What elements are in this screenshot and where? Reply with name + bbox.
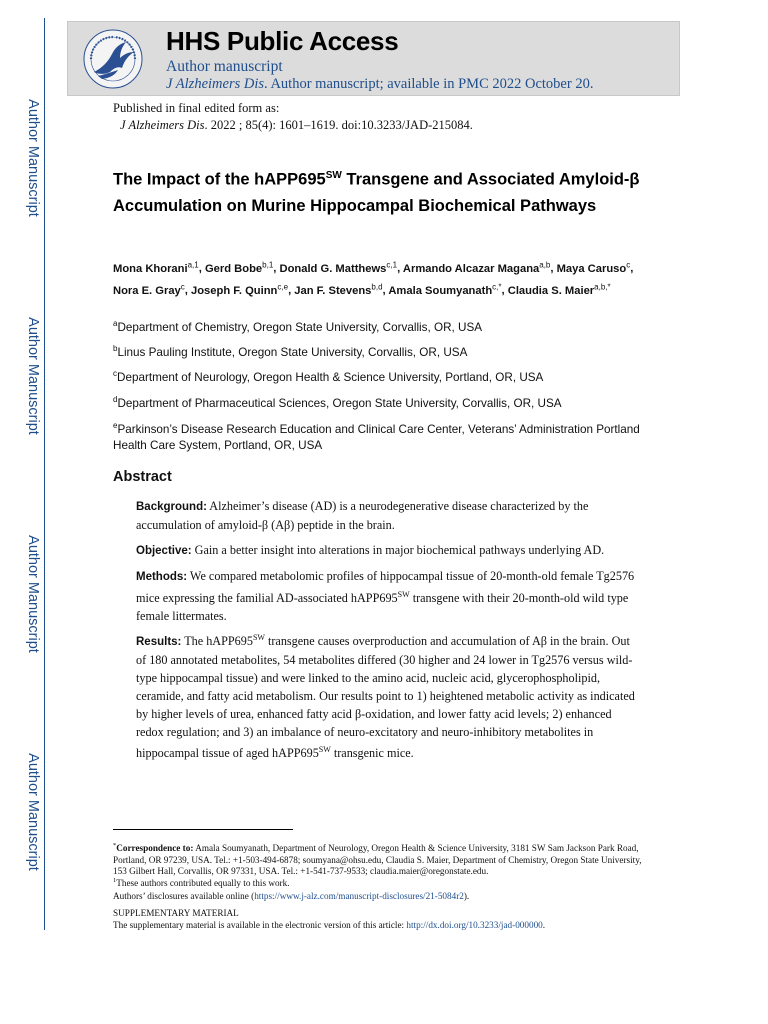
affiliation-key: d xyxy=(113,395,118,404)
results-sup: SW xyxy=(252,633,265,642)
sidebar-label-text: Author Manuscript xyxy=(25,99,41,217)
results-sup: SW xyxy=(318,745,331,755)
author xyxy=(191,282,289,297)
author-name: Maya Caruso xyxy=(556,262,627,275)
results-text: transgene causes overproduction and accumulation of Aβ in the brain. Out of 180 annotated metabolites, 54 metabolites differed (30 higher and 24 lower in Tg2576 versus wild-type hippocampal tissue) and were linked to the amino acid, nucleic acid, glycerophospholipid, ceramide, and fatty acid metabolism. Our results point to 1) heightened metabolic activity as indicated by higher levels of urea, enhanced fatty acid β-oxidation, and lower fatty acid levels; 2) enhanced redox regulation; and 3) an imbalance of neuro-excitatory and neuro-inhibitory metabolites in hippocampal tissue of aged hAPP695 xyxy=(136,634,635,761)
affiliation-text: Linus Pauling Institute, Oregon State University, Corvallis, OR, USA xyxy=(117,345,468,359)
footnote-correspondence xyxy=(113,840,648,878)
header-title: HHS Public Access xyxy=(166,26,399,56)
author-name: Gerd Bobe xyxy=(204,262,263,275)
author-name: Claudia S. Maier xyxy=(507,284,595,297)
author-affiliation-sup: c,* xyxy=(492,282,502,292)
affiliation-text: Department of Chemistry, Oregon State University, Corvallis, OR, USA xyxy=(117,320,483,334)
author-affiliation-sup: b,d xyxy=(371,282,383,292)
background-text: Alzheimer’s disease (AD) is a neurodegenerative disease characterized by the accumulation of amyloid-β (Aβ) peptide in the brain. xyxy=(136,499,589,532)
affiliation-b xyxy=(113,341,653,361)
published-journal: J Alzheimers Dis xyxy=(120,118,205,132)
footnote-equal-contribution xyxy=(113,875,648,890)
abstract-background xyxy=(136,497,636,534)
methods-sup: SW xyxy=(397,590,410,599)
disclosure-link[interactable]: https://www.j-alz.com/manuscript-disclosures/21-5084r2 xyxy=(254,891,464,901)
author-affiliation-sup: a,b xyxy=(539,260,551,269)
disclosure-text: Authors’ disclosures available online ( xyxy=(113,891,255,901)
affiliation-key: a xyxy=(113,319,118,328)
author-affiliation-sup: b,1 xyxy=(262,260,274,269)
author-name: Jan F. Stevens xyxy=(294,284,372,297)
author-name: Nora E. Gray xyxy=(113,284,181,297)
title-part: Transgene and Associated Amyloid-β Accumulation on Murine Hippocampal Biochemical Pathways xyxy=(113,170,640,215)
sidebar-label-text: Author Manuscript xyxy=(25,535,41,653)
affiliation-text: Department of Neurology, Oregon Health & Science University, Portland, OR, USA xyxy=(117,370,544,384)
author xyxy=(204,260,274,275)
results-text: The hAPP695 xyxy=(181,634,253,649)
methods-text: We compared metabolomic profiles of hippocampal tissue of 20-month-old female Tg2576 mice expressing the familial AD-associated hAPP695 xyxy=(136,569,635,606)
author-affiliation-sup: c,1 xyxy=(386,260,398,269)
equal-sup: 1 xyxy=(113,877,117,884)
title-part: The Impact of the hAPP695 xyxy=(113,170,326,189)
author-list: Mona Khorani$^{a,1}$, Gerd Bobe$^{b,1}$, Donald G. Matthews$^{c,1}$, Armando Alcazar Magana$^{a,b}$, Maya Caruso$^c$, Nora E. Gray$^c$, Joseph F. Quinn$^{c,e}$, Jan F. Stevens$^{b,d}$, Amala Soumyanath$^{c,*}$, Claudia S. Maier$^{a,b,*}$ xyxy=(113,260,634,297)
corr-label: Correspondence to: xyxy=(116,843,194,854)
affiliation-text: Parkinson’s Disease Research Education and Clinical Care Center, Veterans’ Administration Portland Health Care System, Portland, OR, USA xyxy=(113,422,640,453)
author xyxy=(113,260,199,275)
header-subtitle: Author manuscript xyxy=(166,58,283,75)
affiliation-a xyxy=(113,316,653,336)
methods-label: Methods: xyxy=(136,571,188,583)
author-affiliation-sup: c xyxy=(180,282,185,292)
author xyxy=(556,260,631,275)
abstract-objective xyxy=(136,541,636,560)
author-affiliation-sup: a,1 xyxy=(187,260,199,269)
hhs-header xyxy=(67,21,680,96)
author xyxy=(388,282,502,297)
supplementary-link[interactable]: http://dx.doi.org/10.3233/jad-000000 xyxy=(406,920,543,930)
methods-text: transgene with their 20-month-old wild type female littermates. xyxy=(136,591,629,624)
footnote-supplementary xyxy=(113,920,648,932)
author xyxy=(279,260,398,275)
footnote-disclosures xyxy=(113,891,648,903)
background-label: Background: xyxy=(136,501,207,513)
supp-text: The supplementary material is available in the electronic version of this article: xyxy=(113,920,407,930)
corr-text: Amala Soumyanath, Department of Neurology, Oregon Health & Science University, 3181 SW Sam Jackson Park Road, Portland, OR 97239, USA. Tel.: +1-503-494-6878; soumyana@ohsu.edu, Claudia S. Maier, Department of Chemistry, Oregon State University, 153 Gilbert Hall, Corvallis, OR 97331, USA. Tel.: +1-541-737-9533; claudia.maier@oregonstate.edu. xyxy=(113,843,642,877)
sidebar-rule xyxy=(44,18,45,930)
affiliation-e xyxy=(113,418,653,455)
affiliation-d xyxy=(113,392,653,412)
published-line: Published in final edited form as: xyxy=(113,101,280,115)
author-name: Donald G. Matthews xyxy=(279,262,387,275)
author-affiliation-sup: a,b,* xyxy=(594,282,611,292)
author-name: Joseph F. Quinn xyxy=(191,284,278,297)
affiliation-key: e xyxy=(113,421,118,430)
equal-text: These authors contributed equally to this work. xyxy=(116,878,290,889)
published-citation-text: . 2022 ; 85(4): 1601–1619. doi:10.3233/JAD-215084. xyxy=(204,118,473,132)
author xyxy=(113,282,185,297)
sidebar-label-text: Author Manuscript xyxy=(25,753,41,871)
hhs-eagle-logo-icon xyxy=(82,28,144,90)
affiliation-key: c xyxy=(113,369,117,378)
author-affiliation-sup: c xyxy=(626,260,631,269)
author xyxy=(294,282,383,297)
corr-sup: * xyxy=(113,842,117,849)
supp-end: . xyxy=(542,920,546,930)
abstract-methods xyxy=(136,567,636,625)
published-citation xyxy=(113,117,473,134)
disclosure-end: ). xyxy=(463,891,470,901)
affiliation-c xyxy=(113,366,653,386)
author-name: Armando Alcazar Magana xyxy=(402,262,540,275)
abstract-heading: Abstract xyxy=(113,469,172,485)
published-notice xyxy=(113,100,473,134)
header-availability: . Author manuscript; available in PMC 2022 October 20. xyxy=(264,76,594,92)
header-journal: J Alzheimers Dis xyxy=(166,76,265,92)
header-journal-line xyxy=(166,76,593,93)
affiliation-text: Department of Pharmaceutical Sciences, Oregon State University, Corvallis, OR, USA xyxy=(117,396,562,410)
abstract-results xyxy=(136,629,636,762)
author-affiliation-sup: c,e xyxy=(277,282,289,292)
title-sup: SW xyxy=(325,170,342,181)
supplementary-heading: SUPPLEMENTARY MATERIAL xyxy=(113,908,239,918)
footnote-divider xyxy=(113,829,293,830)
author-name: Mona Khorani xyxy=(113,262,188,275)
author xyxy=(507,282,611,297)
results-text: transgenic mice. xyxy=(330,746,414,761)
author-name: Amala Soumyanath xyxy=(388,284,493,297)
sidebar-label-text: Author Manuscript xyxy=(25,317,41,435)
results-label: Results: xyxy=(136,636,182,649)
objective-label: Objective: xyxy=(136,545,192,557)
affiliation-key: b xyxy=(113,344,118,353)
article-title xyxy=(113,163,643,219)
objective-text: Gain a better insight into alterations in major biochemical pathways underlying AD. xyxy=(191,543,605,557)
author xyxy=(402,260,551,275)
